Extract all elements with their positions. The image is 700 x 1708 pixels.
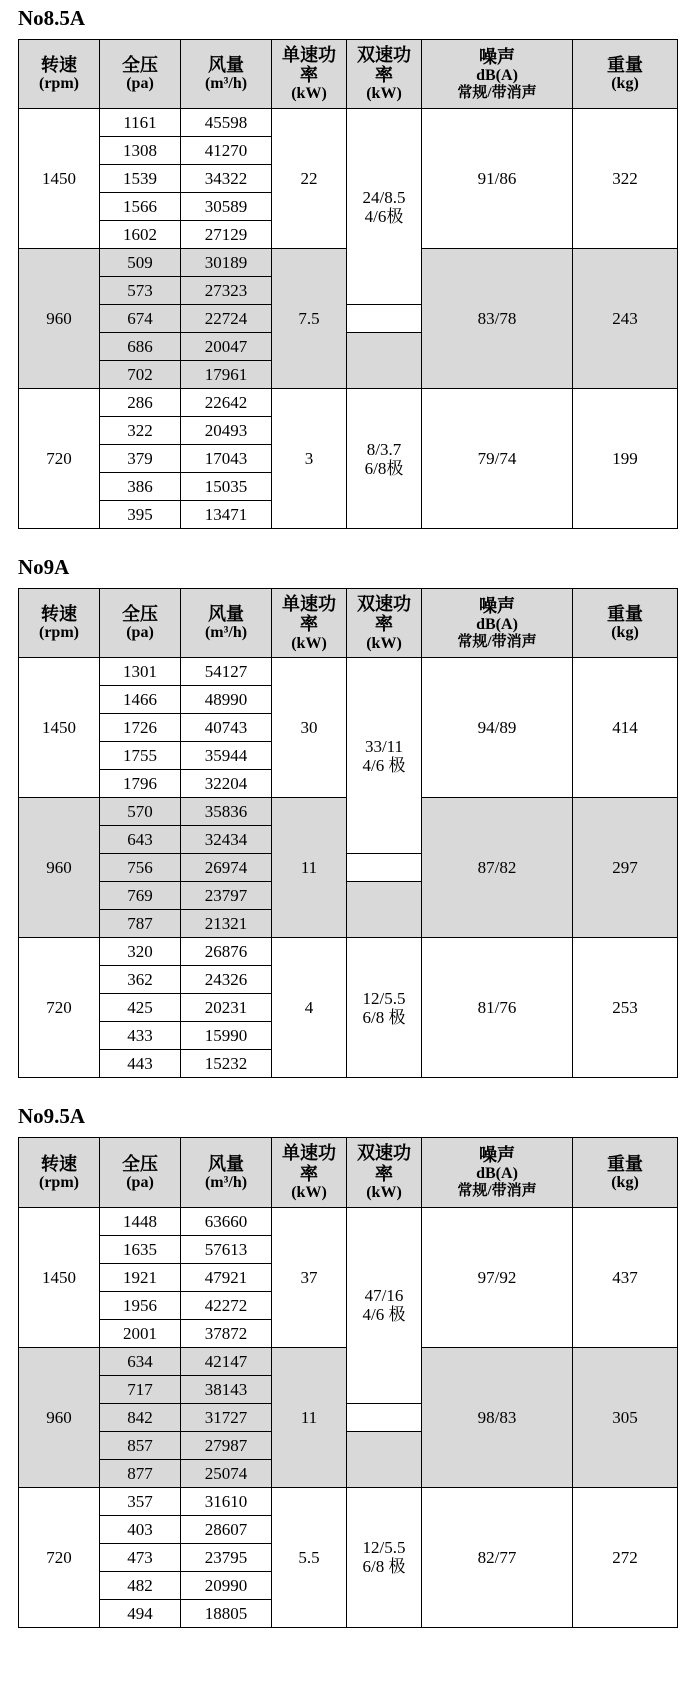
column-header-label: 转速 xyxy=(41,604,77,625)
column-header-label: 风量 xyxy=(208,55,244,76)
cell-dual-power-empty xyxy=(347,1431,422,1487)
cell-noise: 97/92 xyxy=(422,1207,573,1347)
column-header-sub: 常规/带消声 xyxy=(457,84,537,101)
cell-flow: 30189 xyxy=(181,249,272,277)
cell-flow: 30589 xyxy=(181,193,272,221)
column-header xyxy=(422,1138,573,1207)
cell-pressure: 570 xyxy=(100,798,181,826)
cell-pressure: 395 xyxy=(100,501,181,529)
cell-flow: 34322 xyxy=(181,165,272,193)
cell-flow: 15232 xyxy=(181,1050,272,1078)
column-header-unit: (pa) xyxy=(126,624,154,642)
column-header-label: 双速功率 xyxy=(357,1143,411,1184)
cell-weight: 305 xyxy=(573,1347,678,1487)
cell-pressure: 787 xyxy=(100,910,181,938)
column-header xyxy=(19,1138,100,1207)
cell-flow: 20231 xyxy=(181,994,272,1022)
cell-flow: 35944 xyxy=(181,742,272,770)
cell-pressure: 2001 xyxy=(100,1319,181,1347)
column-header xyxy=(573,40,678,109)
cell-rpm: 1450 xyxy=(19,1207,100,1347)
column-header-unit: (kW) xyxy=(366,85,402,103)
cell-flow: 20047 xyxy=(181,333,272,361)
cell-rpm: 960 xyxy=(19,1347,100,1487)
column-header xyxy=(573,589,678,658)
cell-single-power: 7.5 xyxy=(272,249,347,389)
cell-flow: 18805 xyxy=(181,1599,272,1627)
cell-pressure: 842 xyxy=(100,1403,181,1431)
cell-pressure: 1466 xyxy=(100,686,181,714)
cell-flow: 48990 xyxy=(181,686,272,714)
cell-flow: 15990 xyxy=(181,1022,272,1050)
cell-pressure: 1755 xyxy=(100,742,181,770)
cell-flow: 17961 xyxy=(181,361,272,389)
cell-rpm: 960 xyxy=(19,249,100,389)
cell-flow: 20990 xyxy=(181,1571,272,1599)
cell-weight: 272 xyxy=(573,1487,678,1627)
column-header-label: 重量 xyxy=(607,604,643,625)
cell-flow: 23797 xyxy=(181,882,272,910)
cell-noise: 94/89 xyxy=(422,658,573,798)
column-header-sub: 常规/带消声 xyxy=(457,633,537,650)
cell-flow: 32204 xyxy=(181,770,272,798)
cell-weight: 243 xyxy=(573,249,678,389)
cell-flow: 57613 xyxy=(181,1235,272,1263)
table-row xyxy=(19,938,678,966)
cell-pressure: 643 xyxy=(100,826,181,854)
cell-single-power: 4 xyxy=(272,938,347,1078)
spec-block xyxy=(14,1104,686,1627)
cell-pressure: 1161 xyxy=(100,109,181,137)
cell-weight: 414 xyxy=(573,658,678,798)
column-header-unit: (m³/h) xyxy=(204,624,248,642)
column-header xyxy=(347,40,422,109)
cell-rpm: 720 xyxy=(19,938,100,1078)
dual-power-ratio: 8/3.7 xyxy=(366,439,402,459)
spec-table xyxy=(18,39,678,529)
dual-power-poles: 4/6 极 xyxy=(362,1305,406,1325)
column-header xyxy=(422,40,573,109)
cell-pressure: 1726 xyxy=(100,714,181,742)
column-header xyxy=(347,589,422,658)
cell-pressure: 1301 xyxy=(100,658,181,686)
column-header-unit: (m³/h) xyxy=(204,75,248,93)
cell-pressure: 473 xyxy=(100,1543,181,1571)
column-header xyxy=(181,40,272,109)
column-header-label: 转速 xyxy=(41,55,77,76)
column-header-label: 转速 xyxy=(41,1153,77,1174)
column-header-unit: (kW) xyxy=(291,85,327,103)
cell-flow: 27323 xyxy=(181,277,272,305)
cell-pressure: 686 xyxy=(100,333,181,361)
column-header-unit: (rpm) xyxy=(39,75,79,93)
dual-power-ratio: 24/8.5 xyxy=(362,187,406,207)
cell-dual-power xyxy=(347,938,422,1078)
cell-pressure: 443 xyxy=(100,1050,181,1078)
cell-noise: 91/86 xyxy=(422,109,573,249)
cell-weight: 297 xyxy=(573,798,678,938)
cell-noise: 87/82 xyxy=(422,798,573,938)
cell-flow: 40743 xyxy=(181,714,272,742)
cell-flow: 26974 xyxy=(181,854,272,882)
cell-flow: 15035 xyxy=(181,473,272,501)
cell-pressure: 702 xyxy=(100,361,181,389)
table-row xyxy=(19,389,678,417)
cell-pressure: 634 xyxy=(100,1347,181,1375)
cell-pressure: 1956 xyxy=(100,1291,181,1319)
cell-noise: 98/83 xyxy=(422,1347,573,1487)
column-header xyxy=(181,1138,272,1207)
cell-flow: 42272 xyxy=(181,1291,272,1319)
cell-pressure: 386 xyxy=(100,473,181,501)
dual-power-ratio: 47/16 xyxy=(364,1286,404,1306)
column-header-unit: (rpm) xyxy=(39,1173,79,1191)
column-header-label: 重量 xyxy=(607,55,643,76)
cell-flow: 37872 xyxy=(181,1319,272,1347)
cell-pressure: 769 xyxy=(100,882,181,910)
cell-pressure: 1308 xyxy=(100,137,181,165)
column-header-label: 全压 xyxy=(122,604,158,625)
column-header xyxy=(19,40,100,109)
column-header xyxy=(100,1138,181,1207)
table-row xyxy=(19,1487,678,1515)
dual-power-ratio: 33/11 xyxy=(364,736,404,756)
cell-rpm: 720 xyxy=(19,389,100,529)
table-row xyxy=(19,109,678,137)
cell-pressure: 1539 xyxy=(100,165,181,193)
column-header xyxy=(422,589,573,658)
column-header xyxy=(181,589,272,658)
cell-pressure: 1796 xyxy=(100,770,181,798)
column-header-label: 噪声 xyxy=(479,46,515,67)
cell-flow: 54127 xyxy=(181,658,272,686)
cell-dual-power-empty xyxy=(347,882,422,938)
cell-pressure: 857 xyxy=(100,1431,181,1459)
cell-pressure: 1921 xyxy=(100,1263,181,1291)
dual-power-poles: 6/8 极 xyxy=(362,1007,406,1027)
column-header xyxy=(100,40,181,109)
cell-dual-power xyxy=(347,1207,422,1403)
column-header-label: 双速功率 xyxy=(357,45,411,86)
cell-flow: 38143 xyxy=(181,1375,272,1403)
column-header-unit: (kg) xyxy=(611,624,639,642)
cell-noise: 83/78 xyxy=(422,249,573,389)
column-header-unit: (kW) xyxy=(291,1183,327,1201)
column-header xyxy=(19,589,100,658)
column-header-unit: (pa) xyxy=(126,75,154,93)
dual-power-poles: 6/8极 xyxy=(364,458,404,478)
cell-flow: 63660 xyxy=(181,1207,272,1235)
column-header-sub: 常规/带消声 xyxy=(457,1183,537,1200)
cell-dual-power xyxy=(347,109,422,305)
cell-flow: 32434 xyxy=(181,826,272,854)
dual-power-ratio: 12/5.5 xyxy=(362,988,406,1008)
spec-tables-container xyxy=(14,6,686,1628)
cell-pressure: 494 xyxy=(100,1599,181,1627)
cell-rpm: 960 xyxy=(19,798,100,938)
cell-flow: 27987 xyxy=(181,1431,272,1459)
block-title: No8.5A xyxy=(18,6,86,30)
block-title: No9.5A xyxy=(18,1104,86,1129)
column-header xyxy=(347,1138,422,1207)
cell-rpm: 1450 xyxy=(19,658,100,798)
spec-table xyxy=(18,1137,678,1627)
cell-pressure: 717 xyxy=(100,1375,181,1403)
column-header-unit: (rpm) xyxy=(39,624,79,642)
cell-pressure: 756 xyxy=(100,854,181,882)
column-header-label: 风量 xyxy=(208,604,244,625)
cell-noise: 82/77 xyxy=(422,1487,573,1627)
cell-flow: 17043 xyxy=(181,445,272,473)
cell-flow: 22642 xyxy=(181,389,272,417)
column-header-unit: (kg) xyxy=(611,1173,639,1191)
cell-single-power: 11 xyxy=(272,798,347,938)
cell-flow: 28607 xyxy=(181,1515,272,1543)
cell-flow: 42147 xyxy=(181,1347,272,1375)
spec-table xyxy=(18,588,678,1078)
cell-rpm: 1450 xyxy=(19,109,100,249)
cell-pressure: 482 xyxy=(100,1571,181,1599)
column-header xyxy=(100,589,181,658)
cell-dual-power xyxy=(347,389,422,529)
cell-pressure: 403 xyxy=(100,1515,181,1543)
column-header-label: 单速功率 xyxy=(282,1143,336,1184)
cell-pressure: 1602 xyxy=(100,221,181,249)
cell-flow: 25074 xyxy=(181,1459,272,1487)
cell-dual-power xyxy=(347,658,422,854)
cell-pressure: 433 xyxy=(100,1022,181,1050)
cell-pressure: 1635 xyxy=(100,1235,181,1263)
cell-flow: 26876 xyxy=(181,938,272,966)
cell-dual-power-empty xyxy=(347,333,422,389)
column-header-unit: (kW) xyxy=(366,634,402,652)
column-header-label: 噪声 xyxy=(479,1145,515,1166)
dual-power-poles: 4/6 极 xyxy=(362,755,406,775)
column-header-label: 单速功率 xyxy=(282,594,336,635)
table-header-row xyxy=(19,40,678,109)
cell-noise: 79/74 xyxy=(422,389,573,529)
column-header-label: 重量 xyxy=(607,1153,643,1174)
column-header-label: 全压 xyxy=(122,1153,158,1174)
spec-block xyxy=(14,555,686,1078)
column-header-label: 单速功率 xyxy=(282,45,336,86)
dual-power-poles: 6/8 极 xyxy=(362,1557,406,1577)
spec-block xyxy=(14,6,686,529)
cell-flow: 31610 xyxy=(181,1487,272,1515)
cell-pressure: 362 xyxy=(100,966,181,994)
column-header-unit: (kg) xyxy=(611,75,639,93)
cell-flow: 24326 xyxy=(181,966,272,994)
column-header xyxy=(272,589,347,658)
cell-flow: 47921 xyxy=(181,1263,272,1291)
cell-flow: 45598 xyxy=(181,109,272,137)
cell-pressure: 357 xyxy=(100,1487,181,1515)
block-title: No9A xyxy=(18,555,70,580)
cell-flow: 27129 xyxy=(181,221,272,249)
cell-single-power: 5.5 xyxy=(272,1487,347,1627)
column-header-unit: (kW) xyxy=(291,634,327,652)
dual-power-poles: 4/6极 xyxy=(364,206,404,226)
column-header-label: 全压 xyxy=(122,55,158,76)
cell-pressure: 322 xyxy=(100,417,181,445)
table-row xyxy=(19,1207,678,1235)
cell-weight: 437 xyxy=(573,1207,678,1347)
cell-flow: 20493 xyxy=(181,417,272,445)
cell-pressure: 877 xyxy=(100,1459,181,1487)
column-header-unit: dB(A) xyxy=(476,66,518,84)
cell-pressure: 1448 xyxy=(100,1207,181,1235)
cell-flow: 13471 xyxy=(181,501,272,529)
column-header-unit: dB(A) xyxy=(476,1165,518,1183)
cell-weight: 253 xyxy=(573,938,678,1078)
column-header-label: 风量 xyxy=(208,1153,244,1174)
column-header-unit: dB(A) xyxy=(476,616,518,634)
cell-weight: 199 xyxy=(573,389,678,529)
cell-pressure: 573 xyxy=(100,277,181,305)
cell-noise: 81/76 xyxy=(422,938,573,1078)
cell-flow: 41270 xyxy=(181,137,272,165)
column-header-unit: (m³/h) xyxy=(204,1173,248,1191)
table-header-row xyxy=(19,589,678,658)
table-header-row xyxy=(19,1138,678,1207)
column-header-label: 双速功率 xyxy=(357,594,411,635)
cell-rpm: 720 xyxy=(19,1487,100,1627)
cell-flow: 35836 xyxy=(181,798,272,826)
cell-pressure: 674 xyxy=(100,305,181,333)
cell-single-power: 37 xyxy=(272,1207,347,1347)
column-header-unit: (pa) xyxy=(126,1173,154,1191)
table-row xyxy=(19,658,678,686)
column-header xyxy=(573,1138,678,1207)
cell-pressure: 286 xyxy=(100,389,181,417)
column-header xyxy=(272,1138,347,1207)
cell-single-power: 30 xyxy=(272,658,347,798)
cell-pressure: 320 xyxy=(100,938,181,966)
cell-single-power: 11 xyxy=(272,1347,347,1487)
column-header-unit: (kW) xyxy=(366,1183,402,1201)
cell-flow: 23795 xyxy=(181,1543,272,1571)
cell-flow: 21321 xyxy=(181,910,272,938)
cell-pressure: 379 xyxy=(100,445,181,473)
cell-dual-power xyxy=(347,1487,422,1627)
dual-power-ratio: 12/5.5 xyxy=(362,1538,406,1558)
column-header xyxy=(272,40,347,109)
cell-pressure: 425 xyxy=(100,994,181,1022)
cell-pressure: 509 xyxy=(100,249,181,277)
cell-pressure: 1566 xyxy=(100,193,181,221)
cell-single-power: 22 xyxy=(272,109,347,249)
cell-weight: 322 xyxy=(573,109,678,249)
cell-flow: 22724 xyxy=(181,305,272,333)
cell-flow: 31727 xyxy=(181,1403,272,1431)
column-header-label: 噪声 xyxy=(479,595,515,616)
cell-single-power: 3 xyxy=(272,389,347,529)
